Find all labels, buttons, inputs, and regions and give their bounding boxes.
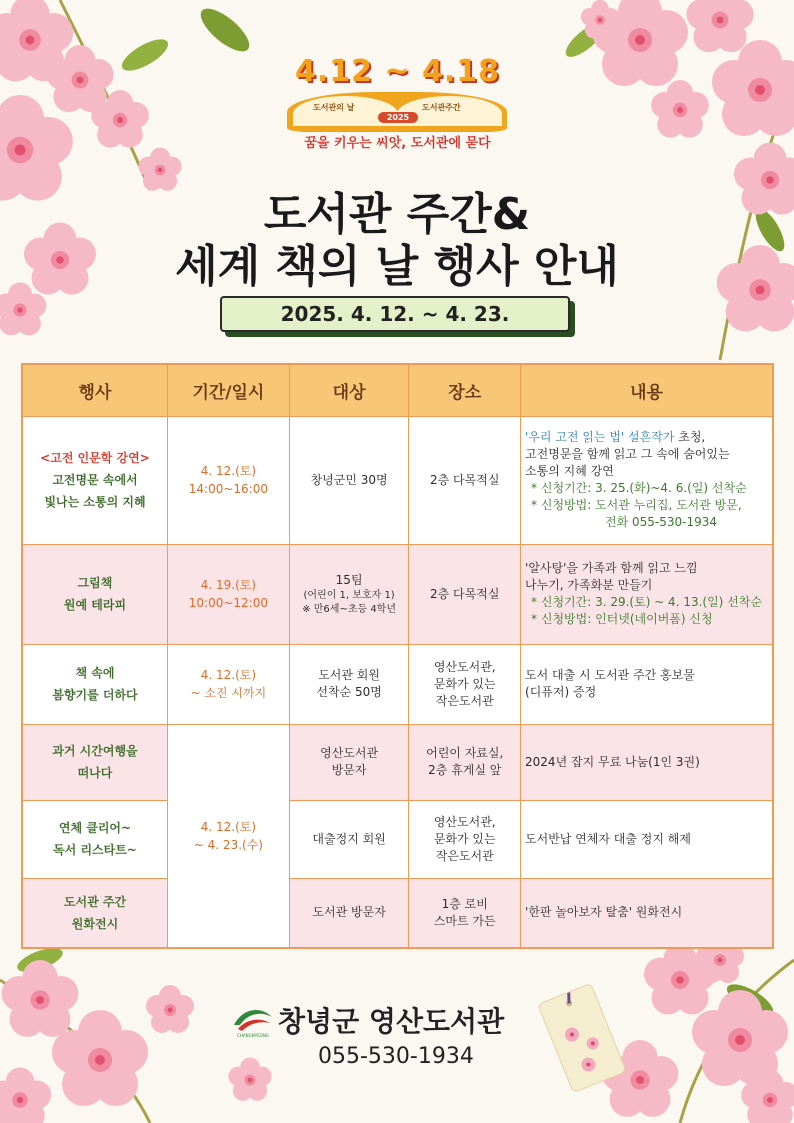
event-cell: 연체 클리어~ 독서 리스타트~ [22,800,167,878]
event-period: 2025. 4. 12. ~ 4. 23. [220,296,570,332]
badge-right-label: 도서관주간 [422,103,461,112]
badge-dates: 4.12 ~ 4.18 [294,54,501,89]
content-cell: '한판 놀아보자 탈춤' 원화전시 [521,878,773,948]
page-title-line1: 도서관 주간& [263,189,531,240]
header-event: 행사 [22,364,167,416]
target-cell: 도서관 회원 선착순 50명 [289,644,409,724]
target-cell: 도서관 방문자 [289,878,409,948]
library-logo [232,1003,274,1039]
place-cell: 2층 다목적실 [409,544,521,644]
event-cell: 책 속에 봄향기를 더하다 [22,644,167,724]
date-cell: 4. 19.(토) 10:00~12:00 [167,544,289,644]
date-cell: 4. 12.(토) ~ 4. 23.(수) [167,724,289,948]
place-cell: 영산도서관, 문화가 있는 작은도서관 [409,644,521,724]
table-row [22,644,773,724]
header-date: 기간/일시 [167,364,289,416]
table-row [22,878,773,948]
event-cell: 과거 시간여행을 떠나다 [22,724,167,800]
target-cell: 15팀 (어린이 1, 보호자 1) ※ 만6세~초등 4학년 [289,544,409,644]
target-cell: 영산도서관 방문자 [289,724,409,800]
event-cell: 그림책 원예 테라피 [22,544,167,644]
event-cell: 도서관 주간 원화전시 [22,878,167,948]
library-name: 창녕군 영산도서관 [278,1005,505,1038]
library-phone: 055-530-1934 [318,1044,474,1069]
content-cell: '알사탕'을 가족과 함께 읽고 느낌 나누기, 가족화분 만들기 * 신청기간: 3. 29.(토) ~ 4. 13.(일) 선착순 * 신청방법: 인터넷(네이버폼) 신청 [521,544,773,644]
logo-text: CHANGNYEONG [237,1033,269,1038]
table-row [22,800,773,878]
table-row [22,724,773,800]
date-cell: 4. 12.(토) ~ 소진 시까지 [167,644,289,724]
table-header-row [22,364,773,416]
event-badge [285,50,510,160]
content-cell: 도서반납 연체자 대출 정지 해제 [521,800,773,878]
place-cell: 2층 다목적실 [409,416,521,544]
badge-slogan: 꿈을 키우는 씨앗, 도서관에 묻다 [304,136,491,151]
place-cell: 영산도서관, 문화가 있는 작은도서관 [409,800,521,878]
table-row [22,544,773,644]
target-cell: 대출정지 회원 [289,800,409,878]
content-cell: '우리 고전 읽는 법' 설흔작가 초청, 고전명문을 함께 읽고 그 속에 숨어있는 소통의 지혜 강연 * 신청기간: 3. 25.(화)~4. 6.(일) 선착순 * 신청방법: 도서관 누리집, 도서관 방문, 전화 055-530-1934 [521,416,773,544]
schedule-table [21,363,774,949]
target-cell: 창녕군민 30명 [289,416,409,544]
badge-year: 2025 [378,112,418,123]
header-target: 대상 [289,364,409,416]
badge-left-label: 도서관의 날 [313,103,355,112]
header-content: 내용 [521,364,773,416]
content-cell: 2024년 잡지 무료 나눔(1인 3권) [521,724,773,800]
page-title-line2: 세계 책의 날 행사 안내 [175,241,619,292]
place-cell: 1층 로비 스마트 가든 [409,878,521,948]
content-cell: 도서 대출 시 도서관 주간 홍보물 (디퓨저) 증정 [521,644,773,724]
date-cell: 4. 12.(토) 14:00~16:00 [167,416,289,544]
event-cell: <고전 인문학 강연> 고전명문 속에서 빛나는 소통의 지혜 [22,416,167,544]
table-row [22,416,773,544]
place-cell: 어린이 자료실, 2층 휴게실 앞 [409,724,521,800]
header-place: 장소 [409,364,521,416]
